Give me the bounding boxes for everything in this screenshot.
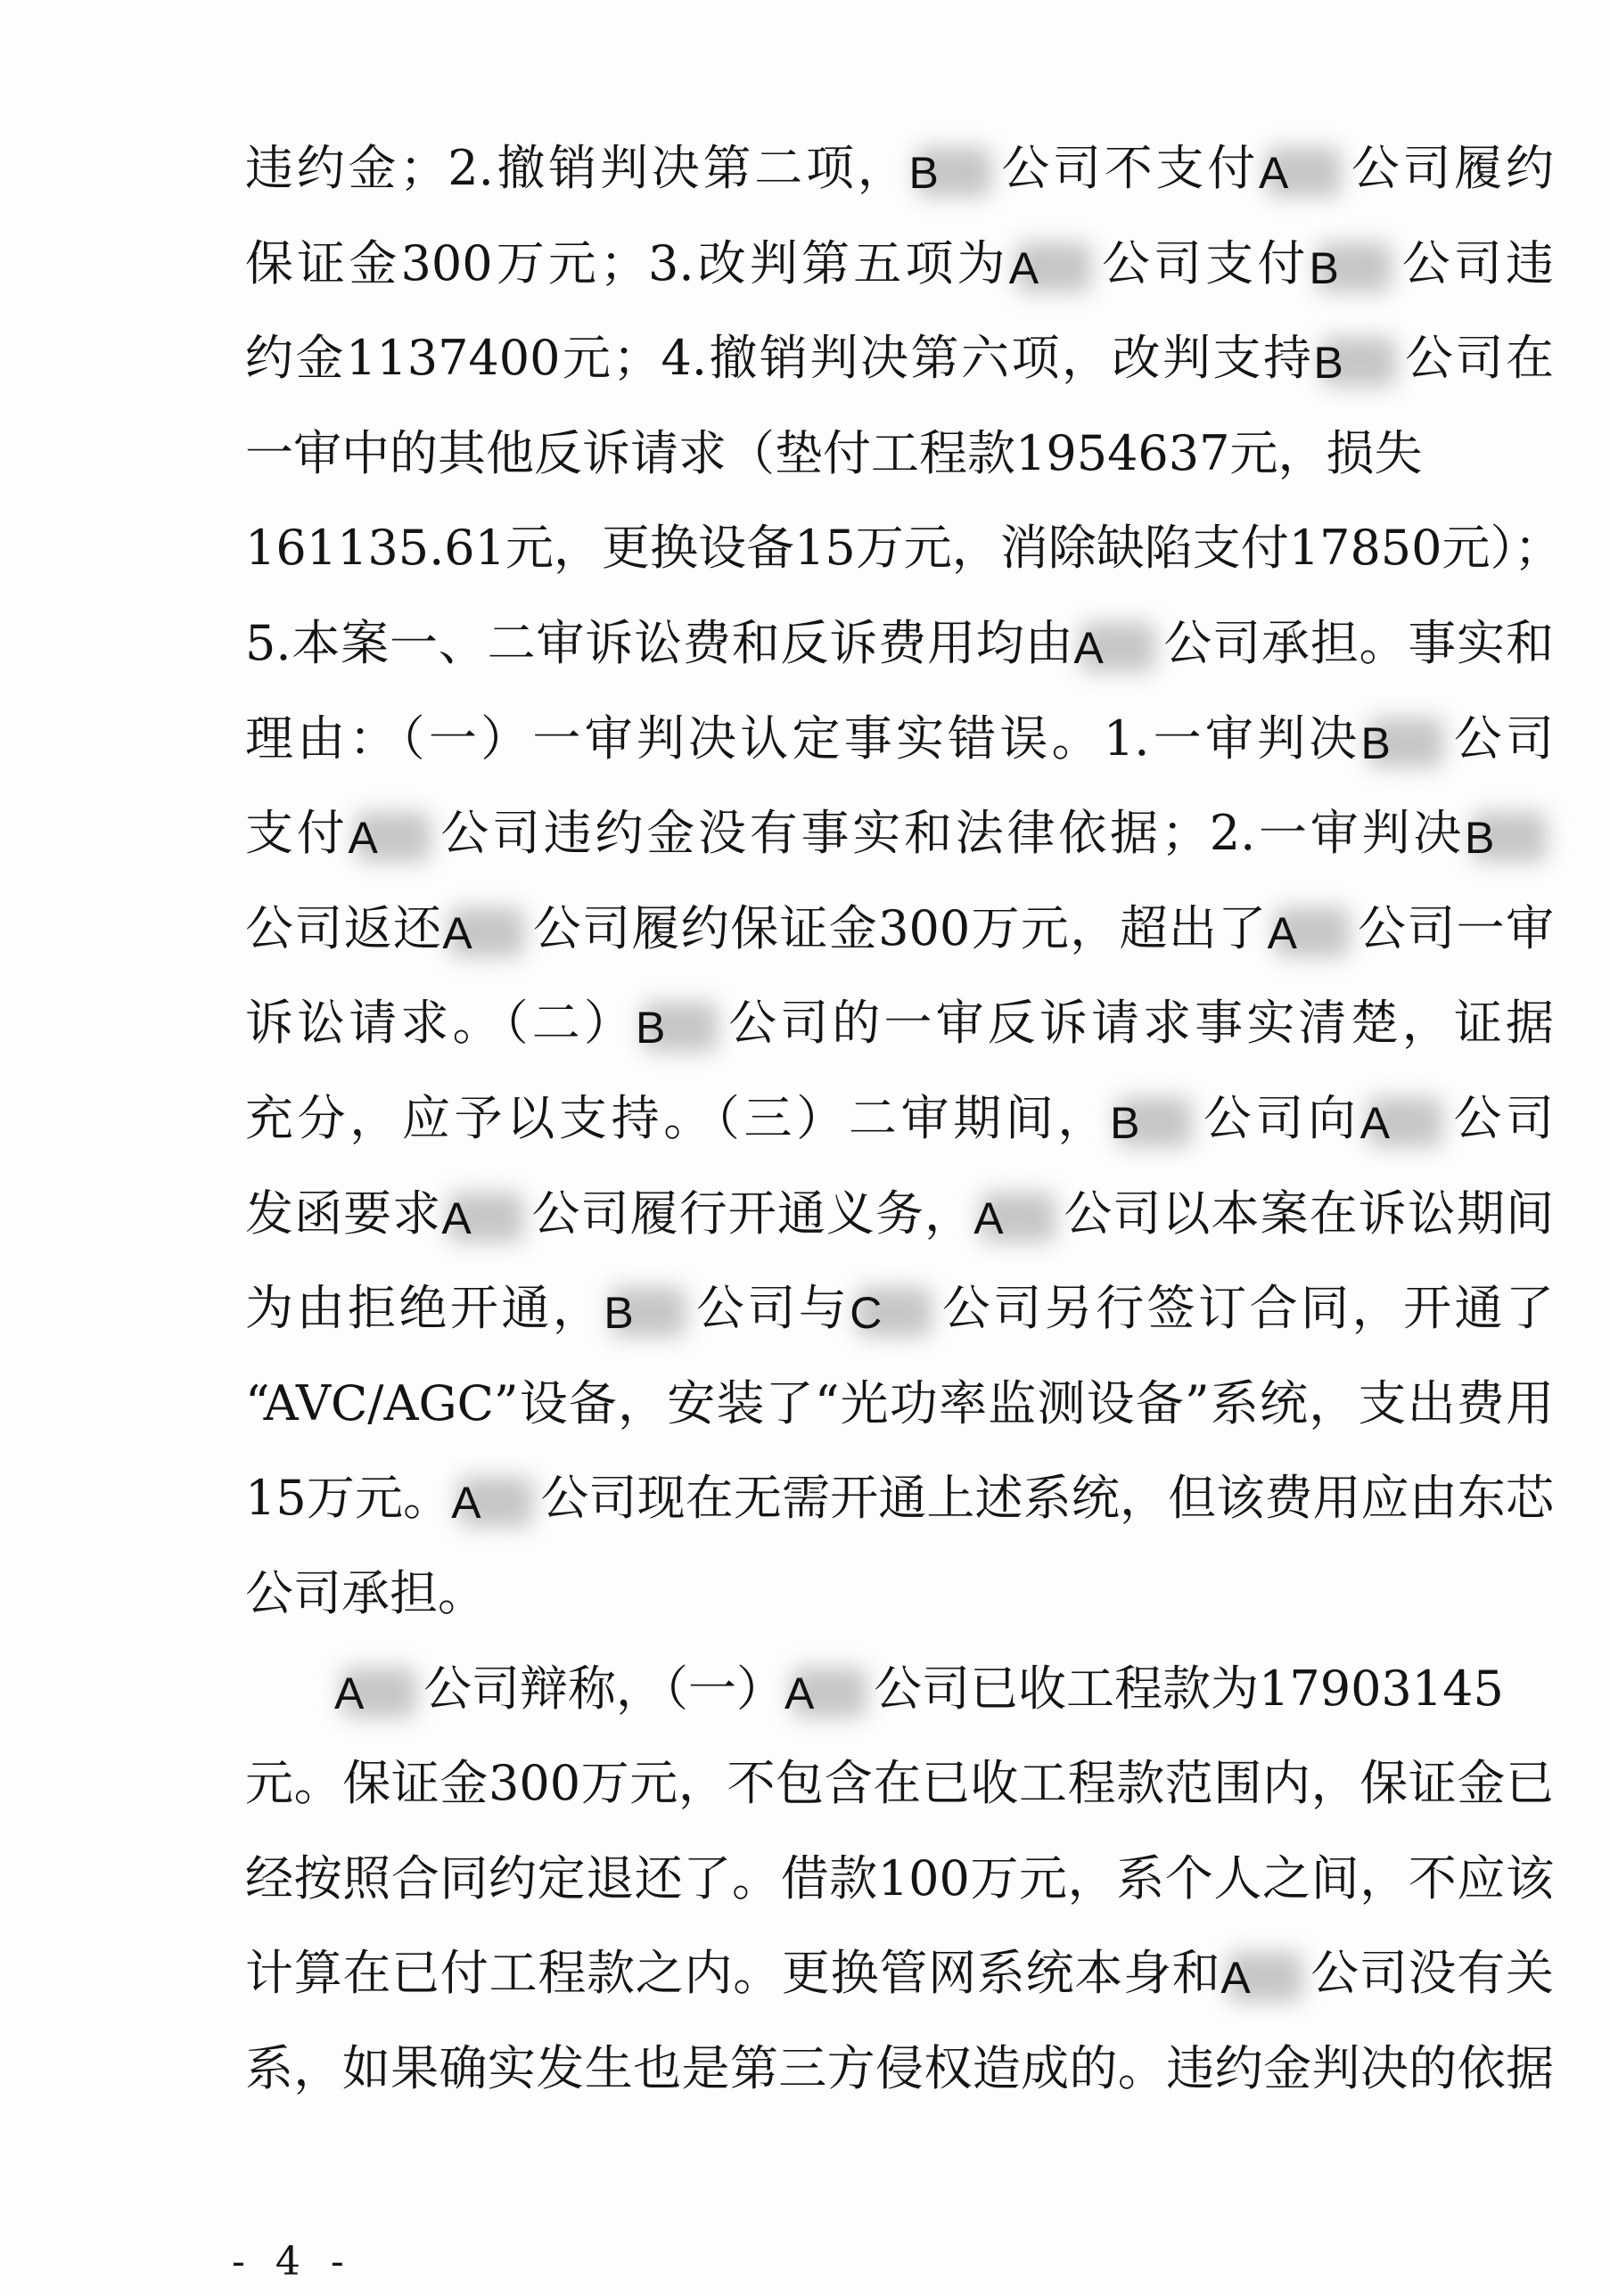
- text-line: [245, 882, 1554, 977]
- redacted-company-name: [1009, 241, 1098, 294]
- redaction-label: A: [784, 1668, 815, 1718]
- redaction-label: A: [1073, 622, 1104, 673]
- redacted-company-name: [973, 1191, 1063, 1244]
- text-segment: 公司: [1449, 1089, 1555, 1146]
- redacted-company-name: [636, 1000, 725, 1054]
- text-segment: 公司已收工程款为17903145: [874, 1660, 1504, 1717]
- redacted-company-name: [1268, 906, 1357, 959]
- text-line: [245, 121, 1554, 217]
- redaction-label: A: [442, 907, 472, 958]
- text-segment: 公司履约: [1348, 140, 1555, 196]
- text-segment: 公司在: [1402, 330, 1555, 387]
- text-segment: 一审中的其他反诉请求（垫付工程款1954637元，损失: [245, 424, 1423, 481]
- text-line: [245, 1926, 1554, 2021]
- redaction-label: B: [1309, 242, 1339, 293]
- redacted-company-name: [451, 1475, 540, 1529]
- redaction-label: B: [908, 148, 939, 198]
- text-segment: 公司以本案在诉讼期间: [1063, 1185, 1555, 1242]
- text-segment: 公司违约金没有事实和法律依据；2.一审判决: [437, 805, 1465, 862]
- text-segment: 系，如果确实发生也是第三方侵权造成的。违约金判决的依据: [245, 2039, 1554, 2096]
- text-line: [245, 2021, 1554, 2117]
- text-segment: 公司另行签订合同，开通了: [939, 1280, 1555, 1337]
- text-segment: 公司履约保证金300万元，超出了: [531, 899, 1268, 956]
- text-line: [245, 217, 1554, 312]
- text-segment: 公司: [1450, 709, 1555, 767]
- redaction-label: A: [1267, 907, 1297, 958]
- text-line: [245, 1736, 1554, 1832]
- text-segment: 计算在已付工程款之内。更换管网系统本身和: [245, 1945, 1221, 2002]
- redaction-label: B: [1313, 338, 1343, 389]
- document-body: [245, 121, 1563, 2116]
- redaction-label: A: [348, 813, 378, 864]
- redacted-company-name: [441, 1191, 530, 1244]
- text-segment: 诉讼请求。（二）: [245, 995, 636, 1052]
- text-line: [245, 1357, 1554, 1452]
- text-line: [245, 501, 1563, 596]
- text-line: [245, 1546, 1554, 1642]
- redacted-company-name: [349, 810, 438, 864]
- redacted-company-name: [334, 1666, 423, 1719]
- redacted-company-name: [604, 1285, 693, 1339]
- text-segment: 公司一审: [1356, 899, 1555, 956]
- redacted-company-name: [1073, 620, 1162, 674]
- text-segment: 公司向: [1199, 1089, 1360, 1146]
- text-segment: 公司违: [1398, 234, 1555, 291]
- text-segment: 公司的一审反诉请求事实清楚，证据: [725, 995, 1554, 1052]
- text-segment: 公司辩称，（一）: [423, 1660, 784, 1717]
- text-segment: 发函要求: [245, 1185, 442, 1242]
- redacted-company-name: [1259, 145, 1348, 199]
- redaction-label: A: [1008, 242, 1039, 293]
- redacted-company-name: [1314, 335, 1403, 389]
- text-line: [245, 976, 1554, 1071]
- text-segment: 15万元。: [245, 1470, 452, 1527]
- redacted-company-name: [1361, 716, 1450, 769]
- redacted-company-name: [1360, 1095, 1450, 1149]
- redaction-label: A: [441, 1193, 472, 1243]
- text-segment: 充分，应予以支持。（三）二审期间，: [245, 1089, 1111, 1146]
- text-segment: 支付: [245, 805, 349, 862]
- text-segment: 保证金300万元；3.改判第五项为: [245, 234, 1009, 291]
- text-segment: 公司履行开通义务，: [530, 1185, 974, 1242]
- page-number: - 4 -: [232, 2239, 353, 2284]
- redaction-label: A: [1220, 1953, 1251, 2004]
- text-line: [245, 1642, 1554, 1737]
- text-segment: 161135.61元，更换设备15万元，消除缺陷支付17850元）；: [245, 520, 1563, 577]
- text-segment: 违约金；2.撤销判决第二项，: [245, 140, 909, 196]
- redaction-label: B: [1465, 813, 1495, 864]
- text-line: [245, 1167, 1554, 1262]
- text-segment: 元。保证金300万元，不包含在已收工程款范围内，保证金已: [245, 1755, 1554, 1812]
- redaction-label: B: [636, 1003, 666, 1054]
- redaction-label: B: [1360, 718, 1391, 768]
- redacted-company-name: [442, 906, 531, 959]
- text-segment: “AVC/AGC”设备，安装了“光功率监测设备”系统，支出费用: [245, 1374, 1554, 1431]
- redaction-label: A: [1359, 1097, 1391, 1148]
- redacted-company-name: [1110, 1095, 1199, 1149]
- redaction-label: B: [1110, 1097, 1140, 1148]
- text-segment: 公司返还: [245, 899, 443, 956]
- text-segment: 公司承担。: [245, 1564, 486, 1621]
- text-segment: 公司现在无需开通上述系统，但该费用应由东芯: [540, 1470, 1555, 1527]
- text-segment: 理由：（一）一审判决认定事实错误。1.一审判决: [245, 709, 1361, 767]
- redaction-label: A: [973, 1193, 1004, 1243]
- text-segment: 为由拒绝开通，: [245, 1280, 604, 1337]
- text-line: [245, 692, 1554, 787]
- redaction-label: B: [604, 1288, 634, 1339]
- text-segment: 5.本案一、二审诉讼费和反诉费用均由: [245, 614, 1074, 671]
- text-segment: 经按照合同约定退还了。借款100万元，系个人之间，不应该: [245, 1849, 1554, 1906]
- text-line: [245, 1451, 1554, 1546]
- redaction-label: A: [334, 1668, 365, 1718]
- text-segment: 公司不支付: [998, 140, 1260, 196]
- text-line: [245, 311, 1554, 406]
- redaction-label: C: [850, 1288, 883, 1339]
- redaction-label: A: [451, 1478, 481, 1529]
- text-line: [245, 786, 1554, 882]
- text-segment: 公司与: [693, 1280, 850, 1337]
- redacted-company-name: [1310, 241, 1399, 294]
- text-line: [245, 1261, 1554, 1357]
- text-segment: 公司没有关: [1310, 1945, 1555, 2002]
- text-line: [245, 1071, 1554, 1167]
- redaction-label: A: [1259, 148, 1289, 198]
- redacted-company-name: [1465, 810, 1554, 864]
- text-line: [245, 596, 1554, 692]
- redacted-company-name: [1220, 1950, 1310, 2004]
- text-line: [245, 1832, 1554, 1927]
- redacted-company-name: [784, 1666, 874, 1719]
- text-segment: 公司支付: [1097, 234, 1310, 291]
- redacted-company-name: [850, 1285, 939, 1339]
- text-line: [245, 406, 1554, 502]
- text-segment: 约金1137400元；4.撤销判决第六项，改判支持: [245, 330, 1314, 387]
- text-segment: 公司承担。事实和: [1162, 614, 1555, 671]
- redacted-company-name: [909, 145, 998, 199]
